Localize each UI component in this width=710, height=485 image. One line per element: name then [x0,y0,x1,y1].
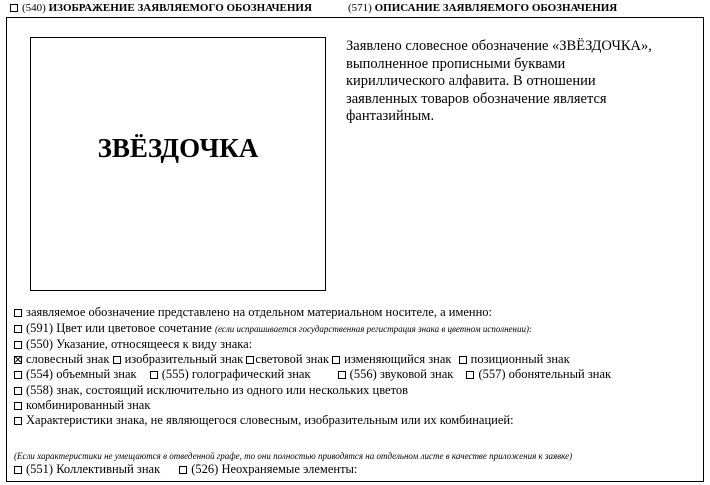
row-kinds-1 [14,352,570,366]
checkbox-591[interactable] [14,325,22,333]
label-verbal: словесный знак [26,352,110,366]
label-changing: изменяющийся знак [344,352,452,366]
code-540: (540) [22,2,46,14]
checkbox-verbal[interactable] [14,356,22,364]
description-line-3: кириллического алфавита. В отношении [346,73,596,90]
row-characteristics [14,413,514,427]
row-558 [14,383,408,397]
row-color-591 [14,321,532,336]
checkbox-551[interactable] [14,466,22,474]
mark-description [346,38,696,126]
label-557: (557) обонятельный знак [478,367,612,381]
code-571: (571) [348,2,372,14]
label-555: (555) голографический знак [161,367,311,381]
description-line-5: фантазийным. [346,108,435,125]
label-551: (551) Коллективный знак [26,462,161,476]
description-line-2: выполненное прописными буквами [346,55,566,72]
checkbox-554[interactable] [14,371,22,379]
checkbox-light[interactable] [246,356,254,364]
footnote: (Если характеристики не умещаются в отведенной графе, то они полностью приводятся на отдельном листе в качестве приложения к заявке) [14,451,573,461]
row-material-carrier [14,305,492,319]
checkbox-combined[interactable] [14,402,22,410]
mark-text: ЗВЁЗДОЧКА [97,133,259,163]
label-combined: комбинированный знак [26,398,151,412]
checkbox-material-carrier[interactable] [14,309,22,317]
header-left [10,1,312,15]
mark-image-box [30,37,326,291]
checkbox-556[interactable] [338,371,346,379]
row-551-526 [14,462,357,476]
label-550: (550) Указание, относящееся к виду знака: [26,337,253,351]
label-material-carrier: заявляемое обозначение представлено на отдельном материальном носителе, а именно: [26,305,493,319]
checkbox-figurative[interactable] [113,356,121,364]
row-combined [14,398,150,412]
title-540: ИЗОБРАЖЕНИЕ ЗАЯВЛЯЕМОГО ОБОЗНАЧЕНИЯ [48,2,312,14]
label-554: (554) объемный знак [26,367,137,381]
title-571: ОПИСАНИЕ ЗАЯВЛЯЕМОГО ОБОЗНАЧЕНИЯ [374,2,618,14]
label-591: (591) Цвет или цветовое сочетание [26,321,212,335]
label-556: (556) звуковой знак [349,367,454,381]
checkbox-550[interactable] [14,341,22,349]
label-figurative: изобразительный знак [124,352,244,366]
label-526: (526) Неохраняемые элементы: [191,462,358,476]
note-591: (если испрашивается государственная регистрация знака в цветном исполнении): [214,324,532,334]
checkbox-positional[interactable] [459,356,467,364]
row-type-550 [14,337,252,351]
checkbox-558[interactable] [14,387,22,395]
checkbox-changing[interactable] [332,356,340,364]
checkbox-526[interactable] [179,466,187,474]
checkbox-557[interactable] [466,371,474,379]
description-line-4: заявленных товаров обозначение является [346,90,607,107]
checkbox-555[interactable] [150,371,158,379]
checkbox-characteristics[interactable] [14,417,22,425]
label-light: световой знак [255,352,329,366]
checkbox-540[interactable] [10,4,18,12]
row-kinds-2 [14,367,611,381]
label-positional: позиционный знак [470,352,570,366]
description-line-1: Заявлено словесное обозначение «ЗВЁЗДОЧКА», [346,38,652,54]
label-558: (558) знак, состоящий исключительно из одного или нескольких цветов [26,383,409,397]
header-right [348,1,617,15]
label-characteristics: Характеристики знака, не являющегося словесным, изобразительным или их комбинацией: [26,413,514,427]
